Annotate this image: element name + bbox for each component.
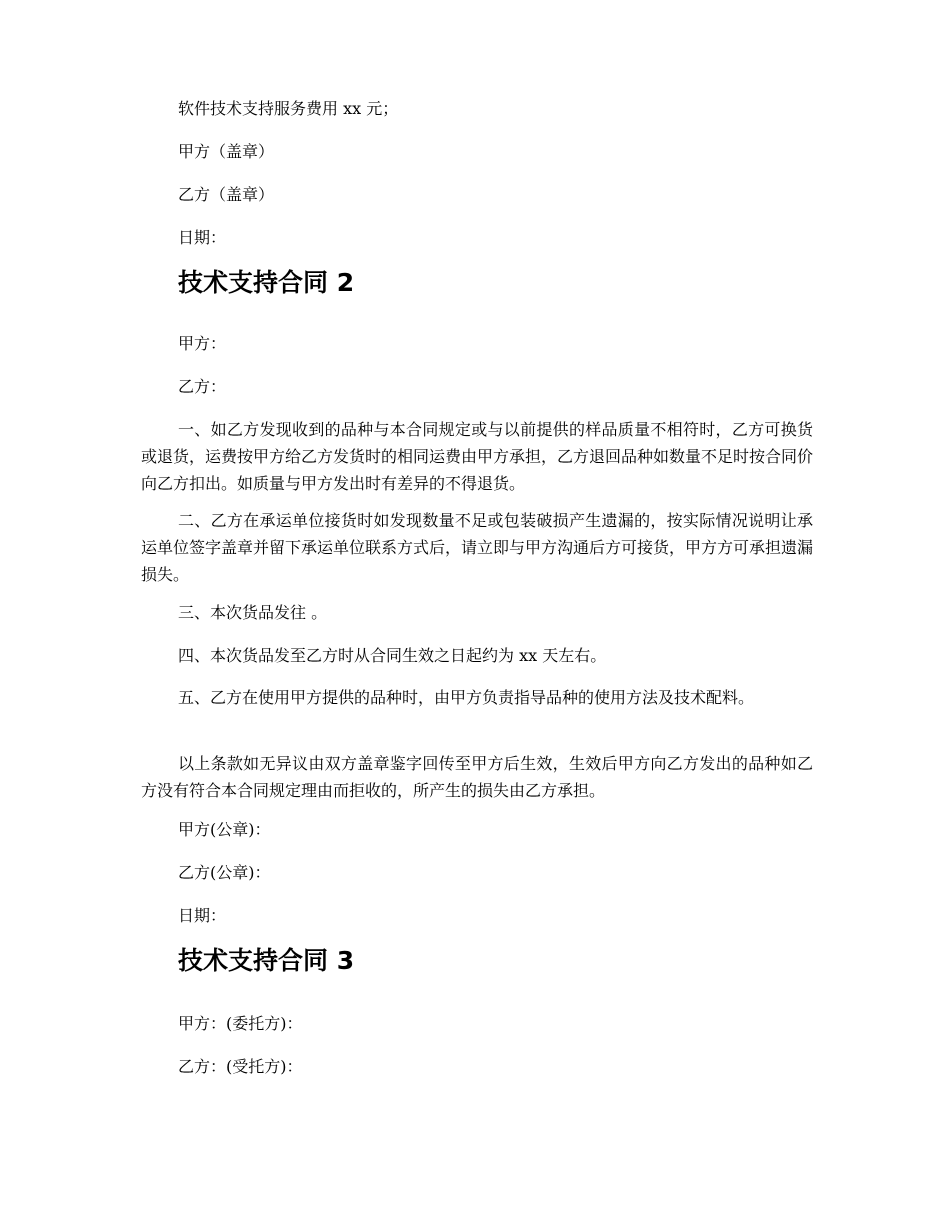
party-b-seal: 乙方（盖章） xyxy=(178,185,275,204)
party-a-public-seal: 甲方(公章)： xyxy=(178,820,271,839)
party-a-client-line: 甲方：(委托方)： xyxy=(178,1014,303,1033)
section-title-2: 技术支持合同 2 xyxy=(178,268,355,297)
clause-5: 五、乙方在使用甲方提供的品种时，由甲方负责指导品种的使用方法及技术配料。 xyxy=(178,688,755,707)
party-a-seal: 甲方（盖章） xyxy=(178,142,275,161)
closing-paragraph: 以上条款如无异议由双方盖章鉴字回传至甲方后生效，生效后甲方向乙方发出的品种如乙方没有符合本合同规定理由而拒收的，所产生的损失由乙方承担。 xyxy=(141,754,813,800)
clause-4: 四、本次货品发至乙方时从合同生效之日起约为 xx 天左右。 xyxy=(178,646,607,665)
clause-3: 三、本次货品发往 。 xyxy=(178,603,328,622)
date-line: 日期： xyxy=(178,228,227,247)
fee-line: 软件技术支持服务费用 xx 元； xyxy=(178,99,399,118)
party-b-public-seal: 乙方(公章)： xyxy=(178,863,271,882)
party-b-contractor-line: 乙方：(受托方)： xyxy=(178,1057,303,1076)
clause-1: 一、如乙方发现收到的品种与本合同规定或与以前提供的样品质量不相符时，乙方可换货或退货，运费按甲方给乙方发货时的相同运费由甲方承担，乙方退回品种如数量不足时按合同价向乙方扣出。如质量与甲方发出时有差异的不得退货。 xyxy=(141,420,814,493)
party-b-line: 乙方： xyxy=(178,377,227,396)
clause-2: 二、乙方在承运单位接货时如发现数量不足或包装破损产生遗漏的，按实际情况说明让承运单位签字盖章并留下承运单位联系方式后，请立即与甲方沟通后方可接货，甲方方可承担遗漏损失。 xyxy=(141,511,814,584)
party-a-line: 甲方： xyxy=(178,334,227,353)
date-line-2: 日期： xyxy=(178,906,227,925)
section-title-3: 技术支持合同 3 xyxy=(178,946,355,975)
